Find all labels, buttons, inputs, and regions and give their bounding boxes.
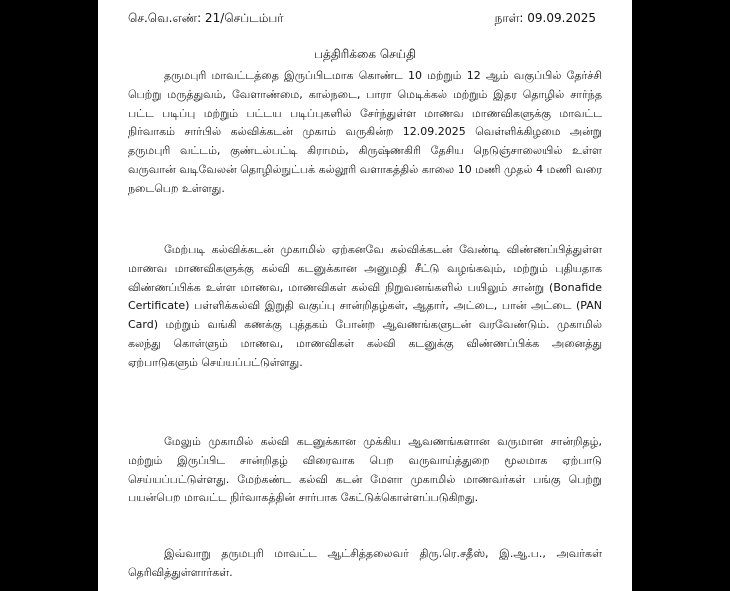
paragraph-closing: இவ்வாறு தருமபுரி மாவட்ட ஆட்சித்தலைவர் திரு.ரெ.சதீஸ், இ.ஆ.ப., அவர்கள் தெரிவித்துள்ளார்கள்.	[128, 547, 602, 579]
paragraph-required-documents: மேற்படி கல்விக்கடன் முகாமில் ஏற்கனவே கல்விக்கடன் வேண்டி விண்ணப்பித்துள்ள மாணவ மாணவிகளுக்கு கல்வி கடனுக்கான அனுமதி சீட்டு வழங்கவும், மற்றும் புதியதாக விண்ணப்பிக்க உள்ள மாணவ, மாணவிகள் கல்வி நிறுவனங்களில் பயிலும் சான்று (Bonafide Certificate) பள்ளிக்கல்வி இறுதி வகுப்பு சான்றிதழ்கள், ஆதார், அட்டை, பான் அட்டை (PAN Card) மற்றும் வங்கி கணக்கு புத்தகம் போன்ற ஆவணங்களுடன் வரவேண்டும். முகாமில் கலந்து கொள்ளும் மாணவ, மாணவிகள் கல்வி கடனுக்கு விண்ணப்பிக்க அனைத்து ஏற்பாடுகளும் செய்யப்பட்டுள்ளது.	[128, 243, 602, 369]
reference-number: செ.வெ.எண்: 21/செப்டம்பர்	[128, 11, 284, 25]
paragraph-certificates: மேலும் முகாமில் கல்வி கடனுக்கான முக்கிய ஆவணங்களான வருமான சான்றிதழ், மற்றும் இருப்பிட சான்றிதழ் விரைவாக பெற வருவாய்த்துறை மூலமாக ஏற்பாடு செய்யப்பட்டுள்ளது. மேற்கண்ட கல்வி கடன் மேளா முகாமில் மாணவர்கள் பங்கு பெற்று பயன்பெற மாவட்ட நிர்வாகத்தின் சார்பாக கேட்டுக்கொள்ளப்படுகிறது.	[128, 435, 602, 505]
paragraph-camp-details: தருமபுரி மாவட்டத்தை இருப்பிடமாக கொண்ட 10 மற்றும் 12 ஆம் வகுப்பில் தேர்ச்சி பெற்று மருத்துவம், வேளாண்மை, கால்நடை, பாரா மெடிக்கல் மற்றும் இதர தொழில் சார்ந்த பட்ட படிப்பு மற்றும் பட்டய படிப்புகளில் சேர்ந்துள்ள மாணவ மாணவிகளுக்கு மாவட்ட நிர்வாகம் சார்பில் கல்விக்கடன் முகாம் வருகின்ற 12.09.2025 வெள்ளிக்கிழமை அன்று தருமபுரி வட்டம், குண்டல்பட்டி கிராமம், கிருஷ்ணகிரி தேசிய நெடுஞ்சாலையில் உள்ள வருவான் வடிவேலன் தொழில்நுட்பக் கல்லூரி வளாகத்தில் காலை 10 மணி முதல் 4 மணி வரை நடைபெற உள்ளது.	[128, 69, 602, 195]
document-page	[98, 0, 632, 591]
document-title: பத்திரிக்கை செய்தி	[314, 47, 416, 61]
document-date: நாள்: 09.09.2025	[494, 11, 596, 25]
